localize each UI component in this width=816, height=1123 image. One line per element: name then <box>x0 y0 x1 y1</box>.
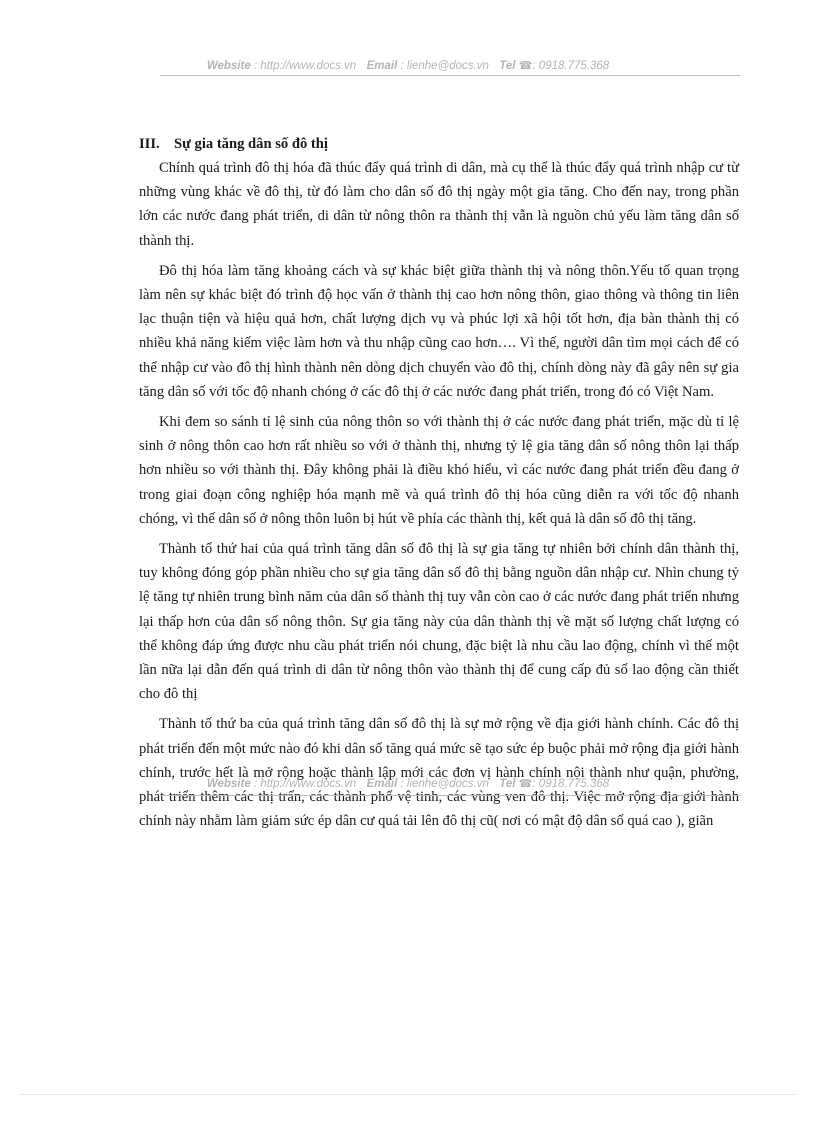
header-rule <box>160 75 740 76</box>
section-title: Sự gia tăng dân số đô thị <box>174 136 328 152</box>
tel-label: Tel <box>499 778 516 790</box>
paragraph: Chính quá trình đô thị hóa đã thúc đẩy quá trình di dân, mà cụ thể là thúc đẩy quá trình nhập cư từ những vùng khác về đô thị, từ đó làm cho dân số đô thị ngày một gia tăng. Cho đến nay, trong phần lớn các nước đang phát triển, di dân từ nông thôn ra thành thị vẫn là nguồn chủ yếu làm tăng dân số thành thị. <box>139 160 739 249</box>
email-label: Email <box>366 778 398 790</box>
website-url[interactable]: : http://www.docs.vn <box>253 778 357 790</box>
document-body <box>139 132 739 839</box>
paragraph: Đô thị hóa làm tăng khoảng cách và sự khác biệt giữa thành thị và nông thôn.Yếu tố quan trọng làm nên sự khác biệt đó trình độ học vấn ở thành thị cao hơn nông thôn, giao thông và thông tin liên lạc thuận tiện và hiệu quả hơn, chất lượng dịch vụ và phúc lợi xã hội tốt hơn, địa bàn thành thị có nhiều khả năng kiếm việc làm hơn và thu nhập cũng cao hơn…. Vì thế, người dân tìm mọi cách để có thể nhập cư vào đô thị hình thành nên dòng dịch chuyển vào đô thị, chính dòng này đã gây nên sự gia tăng dân số với tốc độ nhanh chóng ở các đô thị ở các nước đang phát triển, trong đó có Việt Nam. <box>139 262 739 400</box>
page-header <box>0 59 816 72</box>
tel-number: : 0918.775.368 <box>532 778 610 790</box>
page-footer <box>0 777 816 790</box>
phone-icon: ☎ <box>518 60 533 72</box>
footer-rule <box>160 795 740 796</box>
paragraph: Thành tố thứ ba của quá trình tăng dân số đô thị là sự mở rộng về địa giới hành chính. Các đô thị phát triển đến một mức nào đó khi dân số tăng quá mức sẽ tạo sức ép buộc phải mở rộng địa giới hành chính, trước hết là mở rộng hoặc thành lập mới các đơn vị hành chính nội thành như quận, phường, phát triển thêm các thị trấn, các thành phố vệ tinh, các vùng ven đô thị. Việc mở rộng địa giới hành chính này nhằm làm giảm sức ép dân cư quá tải lên đô thị cũ( nơi có mật độ dân số quá cao ), giãn <box>139 716 739 830</box>
paragraph: Thành tố thứ hai của quá trình tăng dân số đô thị là sự gia tăng tự nhiên bởi chính dân thành thị, tuy không đóng góp phần nhiều cho sự gia tăng dân số đô thị bằng nguồn dân nhập cư. Nhìn chung tỷ lệ tăng tự nhiên trung bình năm của dân số thành thị tuy vẫn còn cao ở các nước đang phát triển nhưng lại thấp hơn của dân số nông thôn. Sự gia tăng này của dân thành thị về mặt số lượng chất lượng có thể không đáp ứng được nhu cầu phát triển nói chung, đặc biệt là nhu cầu lao động, chính vì thế một lần nữa lại dẫn đến quá trình di dân từ nông thôn vào thành thị để cung cấp đủ số lao động cần thiết cho đô thị <box>139 541 739 703</box>
email-address[interactable]: : lienhe@docs.vn <box>400 778 489 790</box>
email-address[interactable]: : lienhe@docs.vn <box>400 60 489 72</box>
website-label: Website <box>206 60 251 72</box>
tel-label: Tel <box>499 60 516 72</box>
website-label: Website <box>206 778 251 790</box>
section-number: III. <box>139 136 160 152</box>
tel-number: : 0918.775.368 <box>532 60 610 72</box>
email-label: Email <box>366 60 398 72</box>
website-url[interactable]: : http://www.docs.vn <box>253 60 357 72</box>
section-heading <box>139 132 739 156</box>
paragraph: Khi đem so sánh tỉ lệ sinh của nông thôn so với thành thị ở các nước đang phát triển, mặc dù tỉ lệ sinh ở nông thôn cao hơn rất nhiều so với ở thành thị, nhưng tỷ lệ gia tăng dân số nông thôn lại thấp hơn nhiều so với thành thị. Đây không phải là điều khó hiểu, vì các nước đang phát triển đều đang ở trong giai đoạn công nghiệp hóa mạnh mẽ và quá trình đô thị hóa cũng diễn ra với tốc độ nhanh chóng, vì thế dân số ở nông thôn luôn bị hút về phía các thành thị, kết quả là dân số đô thị tăng. <box>139 414 739 527</box>
phone-icon: ☎ <box>518 778 533 790</box>
page-edge-divider <box>20 1094 796 1095</box>
